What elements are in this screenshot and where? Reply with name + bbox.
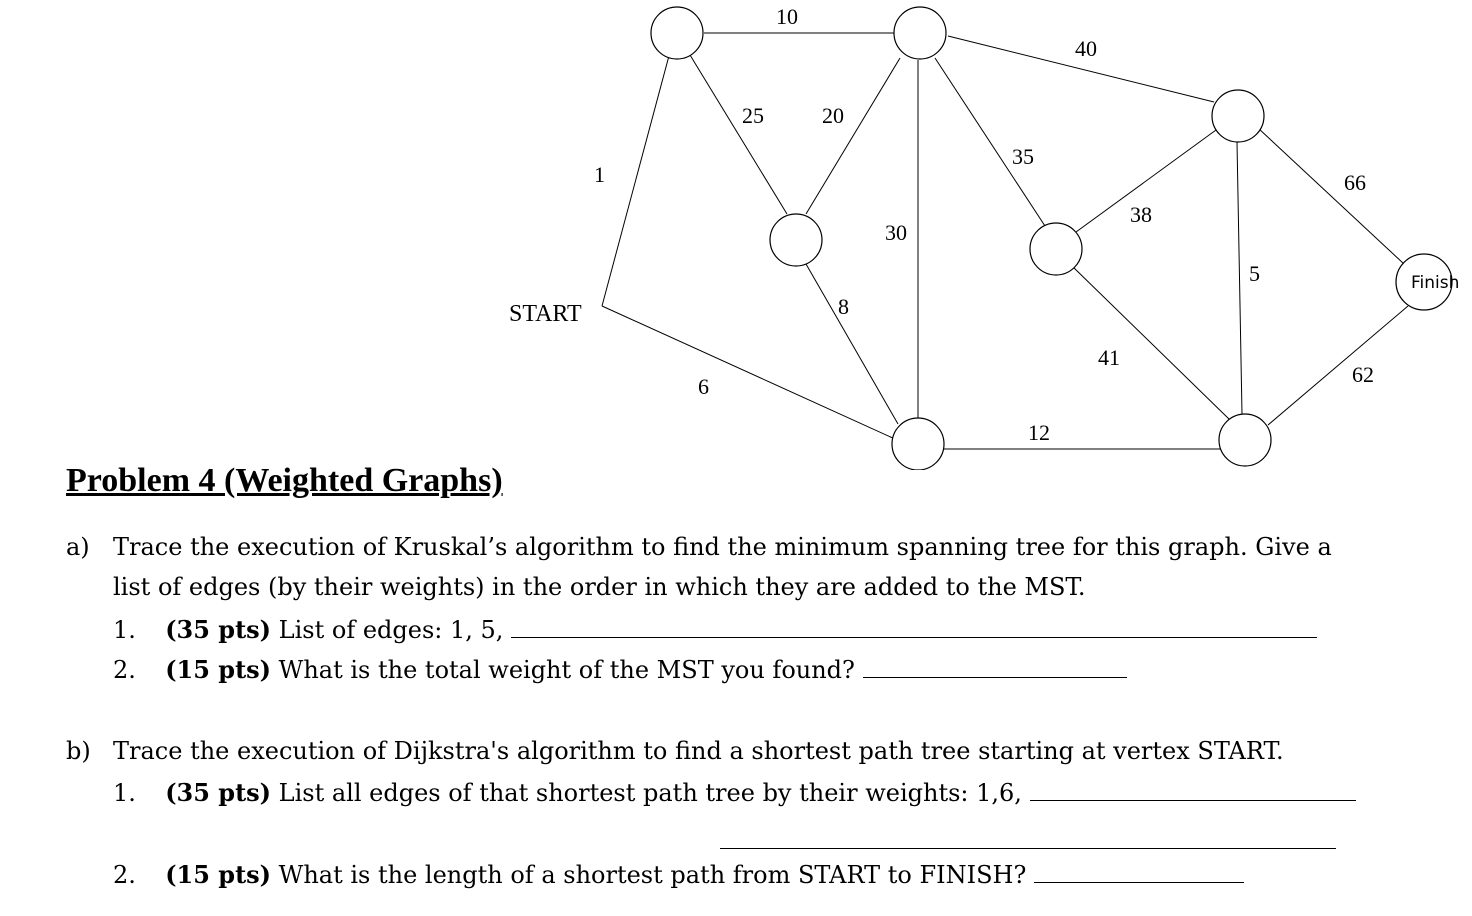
edge-top_mid-mid_right (935, 58, 1045, 226)
graph-vertices (651, 7, 1452, 470)
graph-edges (602, 33, 1408, 449)
part-b-q2-answer-blank[interactable] (1034, 860, 1244, 883)
weight-label-right_top-finish: 66 (1344, 170, 1366, 195)
part-a-instruction-line2: list of edges (by their weights) in the order in which they are added to the MST. (113, 573, 1086, 601)
part-b-line1 (66, 737, 91, 765)
weight-label-mid_right-bottom_right: 41 (1098, 345, 1120, 370)
edge-mid_left-bottom_mid (806, 264, 898, 424)
edge-right_top-finish (1258, 128, 1404, 264)
edge-bottom_right-finish (1268, 306, 1408, 425)
part-a-q2-points: (15 pts) (165, 655, 272, 684)
part-a-q1-answer-blank[interactable] (511, 615, 1317, 638)
part-b-question-1 (113, 778, 1356, 807)
part-a-q1-points: (35 pts) (165, 615, 272, 644)
part-b-q1-text: List all edges of that shortest path tree by their weights: 1,6, (271, 779, 1022, 807)
part-a-instruction-line1: Trace the execution of Kruskal’s algorithm to find the minimum spanning tree for this graph. Give a (113, 533, 1332, 561)
weight-label-top_mid-right_top: 40 (1075, 36, 1097, 61)
part-b-q2-text: What is the length of a shortest path from START to FINISH? (271, 861, 1027, 889)
weight-label-top_left-mid_left: 25 (742, 103, 764, 128)
weight-label-mid_right-right_top: 38 (1130, 202, 1152, 227)
part-b-q1-answer-blank[interactable] (1030, 778, 1356, 801)
part-b-question-2 (113, 860, 1244, 889)
part-b-marker: b) (66, 737, 91, 765)
part-a-question-1 (113, 615, 1317, 644)
weight-label-top_mid-mid_right: 35 (1012, 144, 1034, 169)
weight-label-mid_left-bottom_mid: 8 (838, 294, 849, 319)
edge-start-top_left (602, 52, 670, 306)
finish-vertex-label: Finish (1411, 273, 1460, 293)
weight-label-top_mid-mid_left: 20 (822, 103, 844, 128)
edge-weight-labels (594, 4, 1374, 445)
weight-label-bottom_mid-bottom_right: 12 (1028, 420, 1050, 445)
part-b-q2-points: (15 pts) (165, 860, 272, 889)
vertex-mid-right (1030, 223, 1082, 275)
part-b-q2-number: 2. (113, 861, 136, 889)
weight-label-top_left-top_mid: 10 (776, 4, 798, 29)
vertex-top-mid (894, 7, 946, 59)
weight-label-bottom_right-finish: 62 (1352, 362, 1374, 387)
part-b-q1-number: 1. (113, 779, 136, 807)
weight-label-start-bottom_mid: 6 (698, 374, 709, 399)
part-a-q2-text: What is the total weight of the MST you found? (271, 656, 855, 684)
part-a-question-2 (113, 655, 1127, 684)
part-a-q2-answer-blank[interactable] (863, 655, 1127, 678)
weight-label-start-top_left: 1 (594, 162, 605, 187)
part-b-q1-points: (35 pts) (165, 778, 272, 807)
part-a-marker: a) (66, 533, 90, 561)
edge-right_top-bottom_right (1237, 142, 1242, 414)
edge-top_mid-mid_left (806, 58, 900, 214)
part-b-instruction-line1: Trace the execution of Dijkstra's algorithm to find a shortest path tree starting at vertex START. (113, 737, 1284, 765)
part-b-q1-answer-blank-line2[interactable] (720, 826, 1336, 849)
edge-mid_right-bottom_right (1072, 266, 1230, 420)
part-a-q2-number: 2. (113, 656, 136, 684)
vertex-bottom-right (1219, 414, 1271, 466)
problem-title: Problem 4 (Weighted Graphs) (66, 462, 503, 499)
part-a-line1 (66, 533, 90, 561)
part-a-q1-number: 1. (113, 616, 136, 644)
edge-start-bottom_mid (602, 306, 906, 444)
vertex-right-top (1212, 90, 1264, 142)
part-a-q1-text: List of edges: 1, 5, (271, 616, 504, 644)
vertex-mid-left (770, 214, 822, 266)
edge-top_left-mid_left (690, 55, 787, 214)
vertex-bottom-mid (892, 418, 944, 470)
weight-label-top_mid-bottom_mid: 30 (885, 220, 907, 245)
weight-label-right_top-bottom_right: 5 (1249, 261, 1260, 286)
start-vertex-label: START (509, 301, 582, 327)
vertex-top-left (651, 7, 703, 59)
